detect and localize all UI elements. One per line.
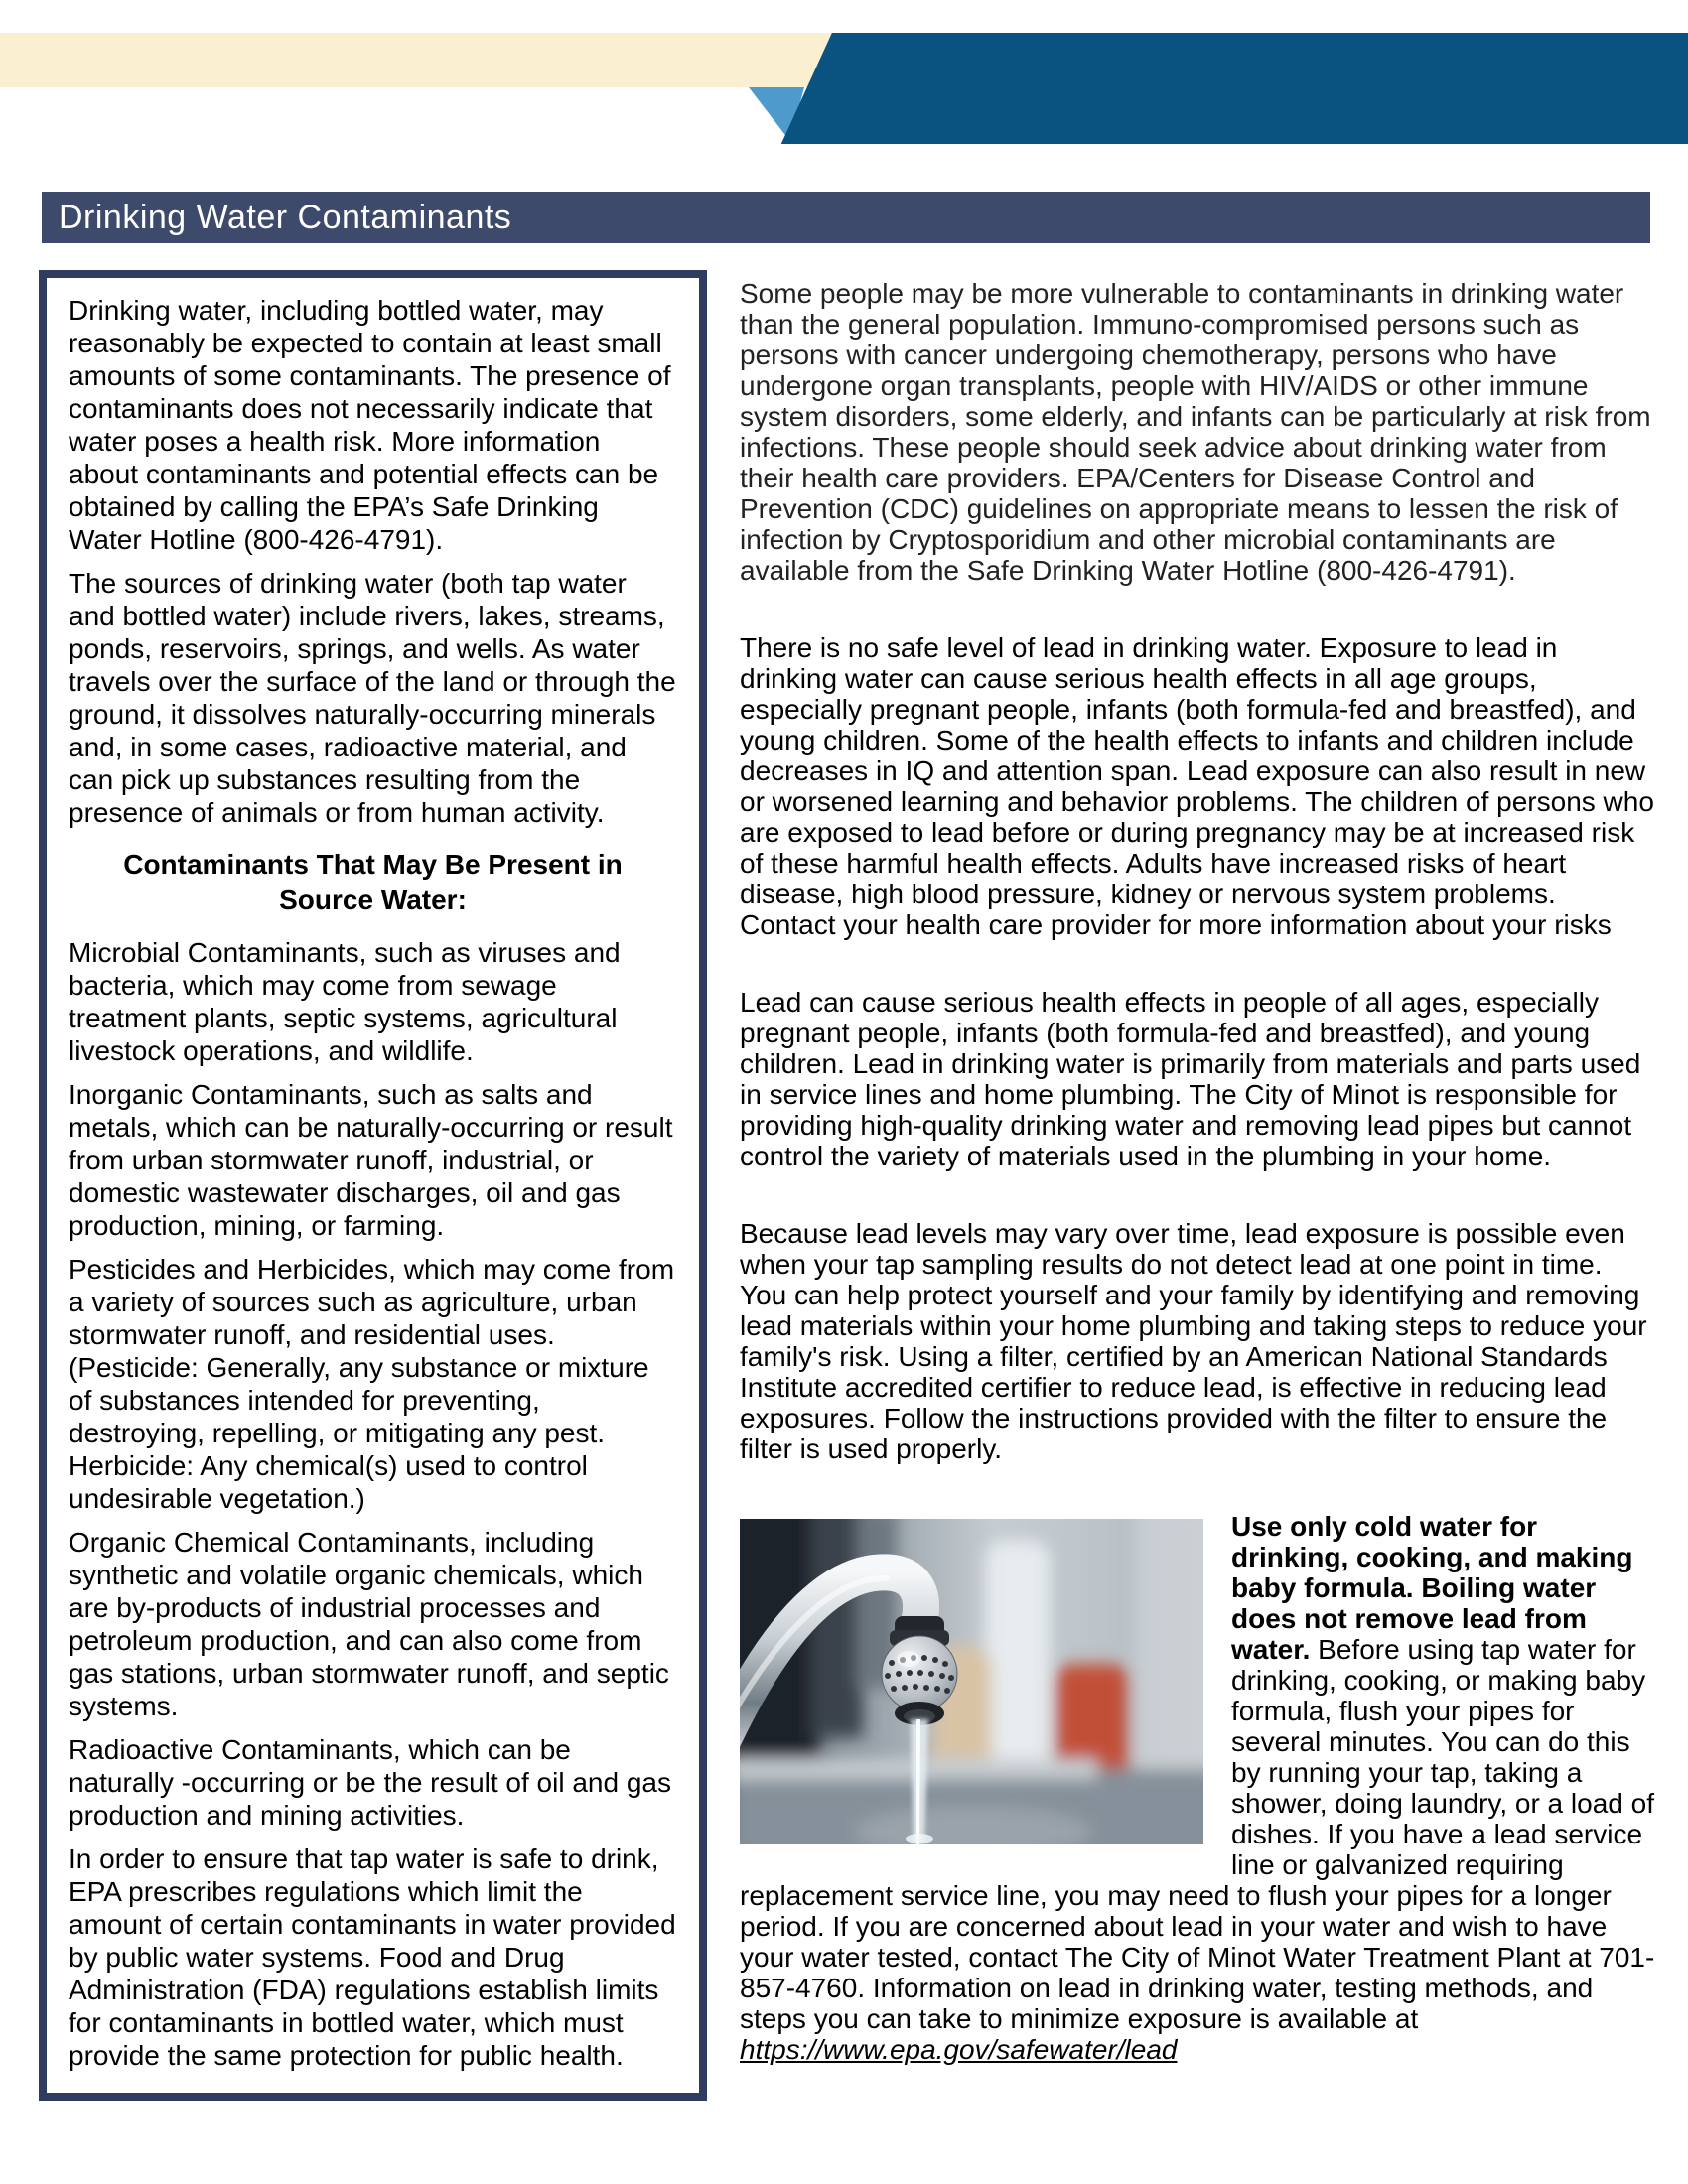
source-water-heading: Contaminants That May Be Present in Source Water: xyxy=(123,849,623,915)
banner-blue-shape xyxy=(765,33,1688,144)
safewater-lead-link[interactable]: https://www.epa.gov/safewater/lead xyxy=(740,2034,1178,2065)
contaminant-paragraph-pesticides: Pesticides and Herbicides, which may come from a variety of sources such as agriculture, urban stormwater runoff, and residential uses. (Pesticide: Generally, any substance or mixture of substances intended for preventing, destroying, repelling, or mitigating any pest. Herbicide: Any chemical(s) used to control undesirable vegetation.) xyxy=(69,1254,675,1514)
page-title: Drinking Water Contaminants xyxy=(59,198,512,236)
cold-water-callout xyxy=(740,1511,1656,2065)
banner-cream-bar xyxy=(0,33,839,87)
lead-levels-vary-paragraph: Because lead levels may vary over time, lead exposure is possible even when your tap sampling results do not detect lead at one point in time. You can help protect yourself and your family by identifying and removing lead materials within your home plumbing and taking steps to reduce your family's risk. Using a filter, certified by an American National Standards Institute accredited certifier to reduce lead, is effective in reducing lead exposures. Follow the instructions provided with the filter to ensure the filter is used properly. xyxy=(740,1218,1647,1464)
cold-water-bold-text: Use only cold water for drinking, cooking, and making baby formula. Boiling water does not remove lead from water. xyxy=(1231,1511,1633,1665)
left-intro-paragraph: Drinking water, including bottled water, may reasonably be expected to contain at least small amounts of some contaminants. The presence of contaminants does not necessarily indicate that water poses a health risk. More information about contaminants and potential effects can be obtained by calling the EPA’s Safe Drinking Water Hotline (800-426-4791). xyxy=(69,295,671,555)
lead-health-effects-paragraph: Lead can cause serious health effects in people of all ages, especially pregnant people, infants (both formula-fed and breastfed), and young children. Lead in drinking water is primarily from materials and parts used in service lines and home plumbing. The City of Minot is responsible for providing high-quality drinking water and removing lead pipes but cannot control the variety of materials used in the plumbing in your home. xyxy=(740,987,1641,1171)
left-intro-paragraph: The sources of drinking water (both tap water and bottled water) include rivers, lakes, streams, ponds, reservoirs, springs, and wells. As water travels over the surface of the land or through the ground, it dissolves naturally-occurring minerals and, in some cases, radioactive material, and can pick up substances resulting from the presence of animals or from human activity. xyxy=(69,568,676,828)
contaminant-paragraph-radioactive: Radioactive Contaminants, which can be naturally -occurring or be the result of oil and gas production and mining activities. xyxy=(69,1734,671,1831)
right-text-column xyxy=(740,278,1656,2065)
section-title-bar xyxy=(42,192,1650,243)
regulations-paragraph: In order to ensure that tap water is safe to drink, EPA prescribes regulations which limit the amount of certain contaminants in water provided by public water systems. Food and Drug Administration (FDA) regulations establish limits for contaminants in bottled water, which must provide the same protection for public health. xyxy=(69,1843,676,2071)
lead-no-safe-level-paragraph: There is no safe level of lead in drinking water. Exposure to lead in drinking water can cause serious health effects in all age groups, especially pregnant people, infants (both formula-fed and breastfed), and young children. Some of the health effects to infants and children include decreases in IQ and attention span. Lead exposure can also result in new or worsened learning and behavior problems. The children of persons who are exposed to lead before or during pregnancy may be at increased risk of these harmful health effects. Adults have increased risks of heart disease, high blood pressure, kidney or nervous system problems. Contact your health care provider for more information about your risks xyxy=(740,632,1654,940)
contaminant-paragraph-inorganic: Inorganic Contaminants, such as salts and metals, which can be naturally-occurring or result from urban stormwater runoff, industrial, or domestic wastewater discharges, oil and gas production, mining, or farming. xyxy=(69,1079,673,1241)
left-text-box xyxy=(39,270,707,2101)
vulnerable-populations-paragraph: Some people may be more vulnerable to contaminants in drinking water than the general population. Immuno-compromised persons such as persons with cancer undergoing chemotherapy, persons who have undergone organ transplants, people with HIV/AIDS or other immune system disorders, some elderly, and infants can be particularly at risk from infections. These people should seek advice about drinking water from their health care providers. EPA/Centers for Disease Control and Prevention (CDC) guidelines on appropriate means to lessen the risk of infection by Cryptosporidium and other microbial contaminants are available from the Safe Drinking Water Hotline (800-426-4791). xyxy=(740,278,1651,586)
cold-water-body-text: Before using tap water for drinking, cooking, or making baby formula, flush your pipes for several minutes. You can do this by running your tap, taking a shower, doing laundry, or a load of dishes. If you have a lead service line or galvanized requiring replacement service line, you may need to flush your pipes for a longer period. If you are concerned about lead in your water and wish to have your water tested, contact The City of Minot Water Treatment Plant at 701-857-4760. Information on lead in drinking water, testing methods, and steps you can take to minimize exposure is available at xyxy=(740,1634,1655,2034)
contaminant-paragraph-microbial: Microbial Contaminants, such as viruses and bacteria, which may come from sewage treatment plants, septic systems, agricultural livestock operations, and wildlife. xyxy=(69,937,621,1066)
contaminant-paragraph-organic: Organic Chemical Contaminants, including synthetic and volatile organic chemicals, which are by-products of industrial processes and petroleum production, and can also come from gas stations, urban stormwater runoff, and septic systems. xyxy=(69,1527,669,1721)
faucet-photo xyxy=(740,1519,1203,1844)
